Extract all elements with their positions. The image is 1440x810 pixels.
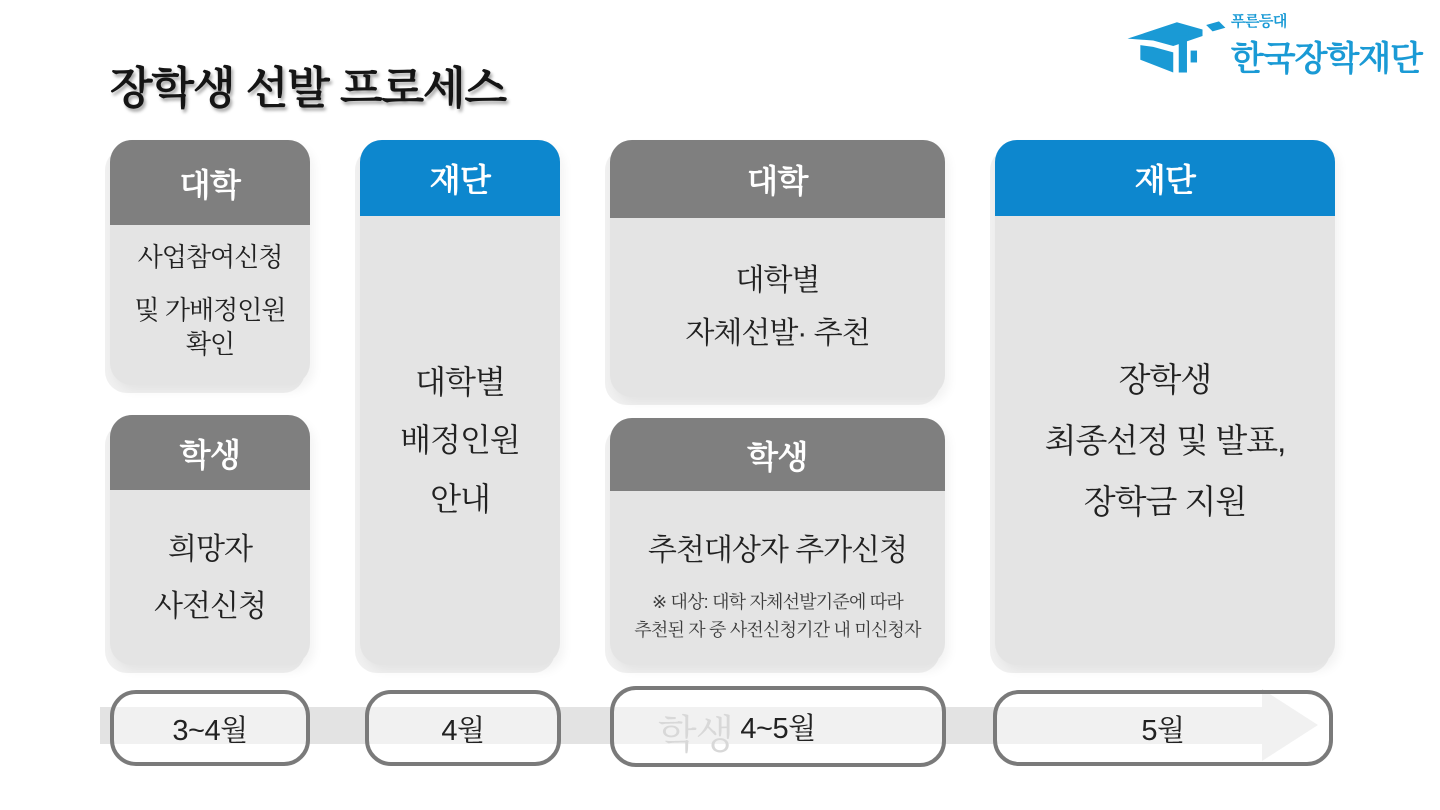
- card-line: 대학별: [415, 364, 505, 401]
- card-univ-selection: [610, 140, 945, 397]
- card-foundation-allocation: [360, 140, 560, 665]
- month-label: 4~5월: [740, 713, 816, 745]
- card-body: [110, 490, 310, 665]
- card-body: [995, 216, 1335, 665]
- card-line: 및 가배정인원: [134, 295, 286, 326]
- card-note: [634, 589, 920, 645]
- card-line: 사업참여신청: [137, 242, 283, 272]
- card-line: 사전신청: [154, 589, 266, 623]
- card-line: 대학별: [735, 264, 820, 297]
- card-univ-participation: [110, 140, 310, 385]
- card-line: 안내: [430, 480, 490, 517]
- card-body: [610, 218, 945, 397]
- brand-logo: [1125, 10, 1422, 80]
- card-header-univ: 대학: [110, 140, 310, 225]
- card-line: 장학금 지원: [1083, 483, 1247, 521]
- month-label: 4월: [441, 714, 485, 747]
- card-header-univ: 대학: [610, 140, 945, 218]
- card-student-additional-apply: [610, 418, 945, 665]
- timeline-pill-month-4: [993, 690, 1333, 766]
- timeline-pill-month-3: [610, 686, 946, 767]
- brand-subtitle: 푸른등대: [1230, 13, 1287, 30]
- timeline-pill-month-1: [110, 690, 310, 766]
- card-line: 배정인원: [400, 422, 520, 459]
- page-title: 장학생 선발 프로세스: [110, 64, 506, 113]
- card-foundation-final-selection: [995, 140, 1335, 665]
- card-line: 희망자: [168, 532, 252, 566]
- card-header-student: 학생: [610, 418, 945, 491]
- card-student-preapply: [110, 415, 310, 665]
- timeline-pill-month-2: [365, 690, 561, 766]
- card-header-foundation: 재단: [360, 140, 560, 216]
- brand-text: [1231, 10, 1422, 80]
- month-label: 3~4월: [172, 714, 248, 747]
- note-line: 추천된 자 중 사전신청기간 내 미신청자: [634, 619, 921, 640]
- card-body: [110, 225, 310, 385]
- brand-name: 한국장학재단: [1230, 40, 1422, 78]
- card-line: 자체선발· 추천: [685, 316, 870, 350]
- card-header-foundation: 재단: [995, 140, 1335, 216]
- card-line: 추천대상자 추가신청: [647, 534, 908, 567]
- ghost-text: 학생: [658, 713, 734, 757]
- card-body: [610, 491, 945, 665]
- card-line: 확인: [185, 328, 235, 359]
- card-line: 최종선정 및 발표,: [1044, 421, 1286, 459]
- month-label: 5월: [1141, 714, 1185, 747]
- card-line: 장학생: [1118, 360, 1212, 398]
- card-header-student: 학생: [110, 415, 310, 490]
- note-line: ※ 대상: 대학 자체선발기준에 따라: [652, 592, 903, 612]
- card-body: [360, 216, 560, 665]
- graduation-cap-icon: [1125, 14, 1227, 78]
